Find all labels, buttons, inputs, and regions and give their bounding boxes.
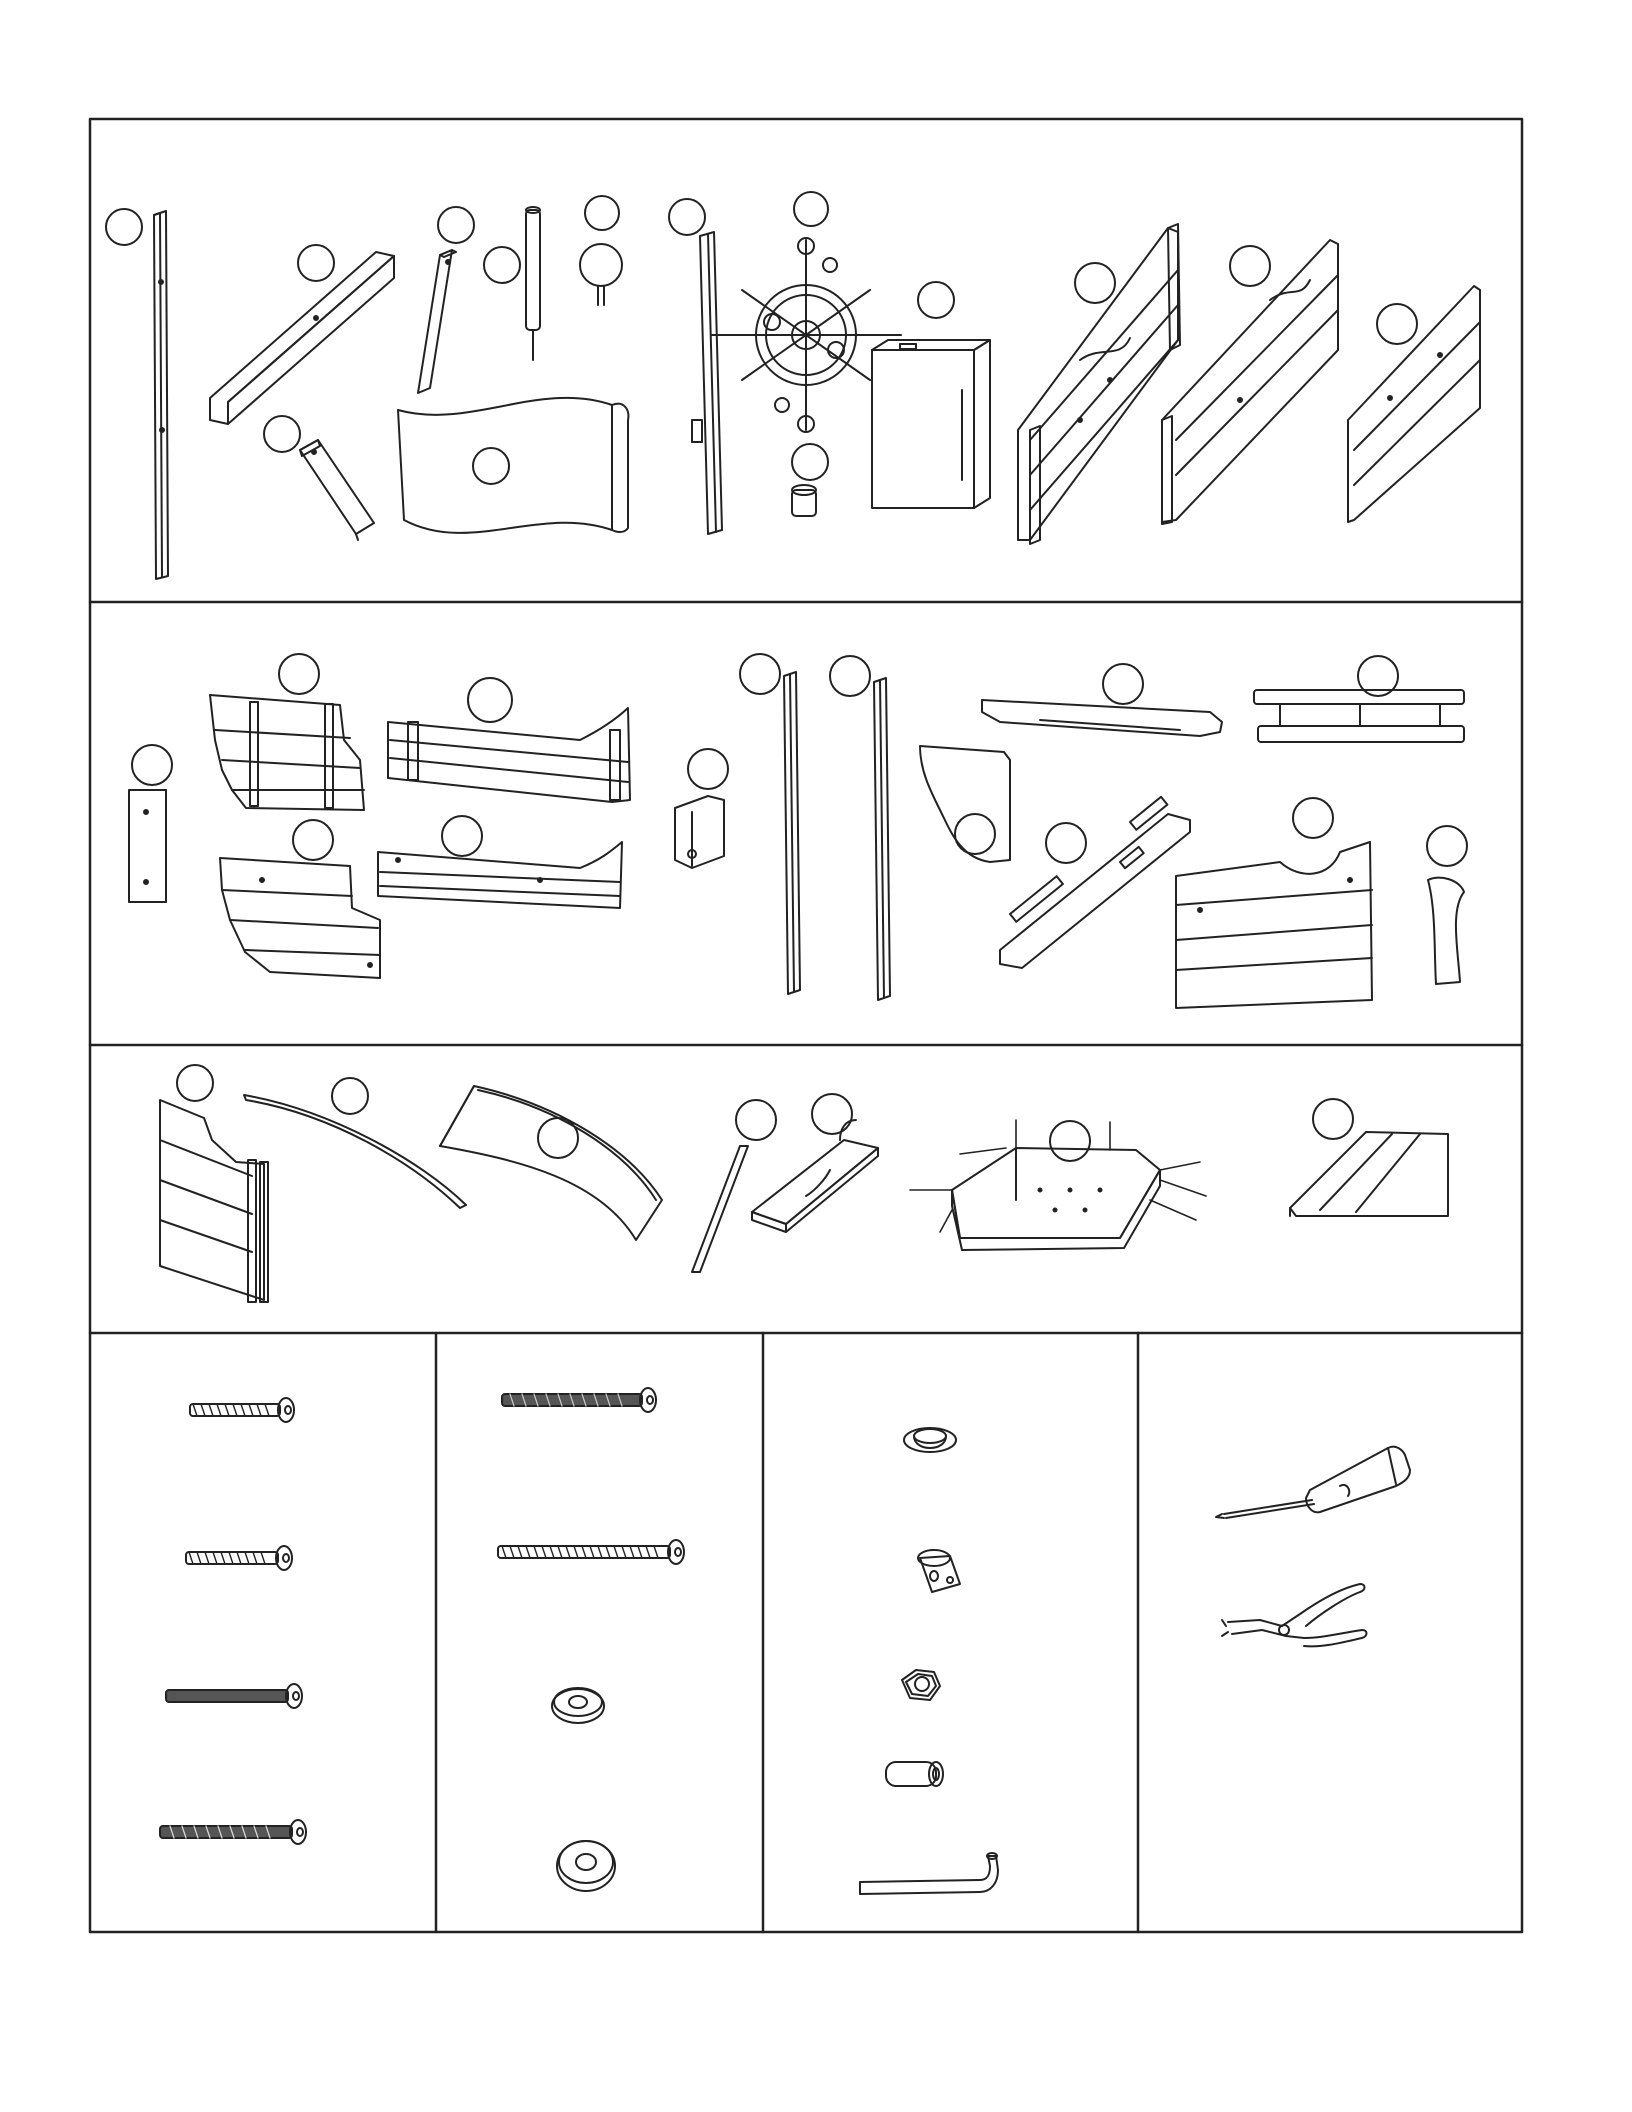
part-number-circle	[1075, 263, 1115, 303]
bench-frame	[1000, 797, 1190, 968]
hardware-bolts	[160, 1398, 306, 1844]
hardware-long-bolts	[498, 1388, 684, 1891]
part-number-circle	[293, 820, 333, 860]
curved-panel	[398, 398, 628, 533]
part-number-circle	[132, 745, 172, 785]
part-number-circle	[1313, 1099, 1353, 1139]
parts-row-3	[160, 1065, 1448, 1302]
part-number-circle	[438, 207, 474, 243]
part-number-circle	[484, 247, 520, 283]
block-beam	[418, 207, 474, 393]
part-number-circle	[1427, 826, 1467, 866]
part-number-circle	[177, 1065, 213, 1101]
part-number-circle	[1230, 246, 1270, 286]
parts-row-1	[106, 192, 1480, 579]
tools	[1216, 1447, 1410, 1647]
tall-post-2	[830, 656, 890, 1000]
parts-row-2	[129, 654, 1467, 1008]
hardware-fittings	[860, 1428, 998, 1894]
small-board	[129, 745, 172, 902]
hex-nut	[902, 1670, 940, 1700]
part-number-circle	[1377, 304, 1417, 344]
sandbox-frame	[910, 1120, 1206, 1250]
screwdriver	[1216, 1447, 1410, 1518]
part-number-circle	[106, 209, 142, 245]
part-number-circle	[740, 654, 780, 694]
round-knob	[580, 196, 622, 305]
part-number-circle	[264, 416, 300, 452]
headboard-panel	[1176, 798, 1372, 1008]
part-number-circle	[298, 245, 334, 281]
part-number-circle	[955, 814, 995, 854]
part-number-circle	[1293, 798, 1333, 838]
corner-bracket	[920, 746, 1010, 862]
bolt-short-2	[186, 1546, 292, 1570]
bolt-long-2	[160, 1820, 306, 1844]
curved-strap	[1427, 826, 1467, 984]
part-number-circle	[1050, 1121, 1090, 1161]
part-number-circle	[736, 1100, 776, 1140]
part-number-circle	[279, 654, 319, 694]
washer-large	[557, 1841, 615, 1891]
part-number-circle	[1103, 664, 1143, 704]
spacer	[792, 444, 828, 516]
slotted-board	[752, 1094, 878, 1232]
cap-nut	[904, 1428, 956, 1452]
pliers	[1222, 1584, 1367, 1646]
long-bolt-1	[502, 1388, 656, 1412]
short-beam	[264, 416, 374, 540]
end-panel	[1348, 286, 1480, 522]
cabinet-box	[872, 282, 990, 508]
curved-sheet	[440, 1086, 662, 1240]
side-rail-upper	[388, 678, 630, 802]
stern-panel-upper	[210, 654, 364, 810]
allen-key	[860, 1853, 998, 1894]
part-number-circle	[688, 749, 728, 789]
metal-rod	[484, 207, 540, 360]
square-beam	[210, 245, 394, 424]
part-number-circle	[442, 816, 482, 856]
part-number-circle	[332, 1078, 368, 1114]
flat-deck	[1290, 1099, 1448, 1216]
stern-panel-lower	[220, 820, 380, 978]
part-number-circle	[830, 656, 870, 696]
large-side-panel-2	[1162, 240, 1338, 524]
bolt-long-1	[166, 1684, 302, 1708]
part-number-circle	[1046, 823, 1086, 863]
part-number-circle	[473, 448, 509, 484]
barrel-nut	[918, 1550, 960, 1592]
bracket-block	[675, 749, 728, 868]
shelf-board	[982, 664, 1222, 736]
part-number-circle	[794, 192, 828, 226]
tall-post-1	[740, 654, 800, 994]
large-side-panel-1	[1018, 224, 1180, 544]
part-number-circle	[918, 282, 954, 318]
thin-stick	[692, 1100, 776, 1272]
side-post	[669, 199, 722, 534]
sleeve	[886, 1762, 943, 1786]
part-number-circle	[468, 678, 512, 722]
side-rail-lower	[378, 816, 622, 908]
washer-small	[552, 1688, 604, 1723]
part-number-circle	[669, 199, 705, 235]
part-number-circle	[812, 1094, 852, 1134]
part-number-circle	[585, 196, 619, 230]
part-number-circle	[792, 444, 828, 480]
long-bolt-2	[498, 1540, 684, 1564]
curved-strip	[244, 1078, 466, 1208]
long-post	[106, 209, 168, 579]
ladder-rail	[1254, 656, 1464, 742]
bolt-short-1	[190, 1398, 294, 1422]
